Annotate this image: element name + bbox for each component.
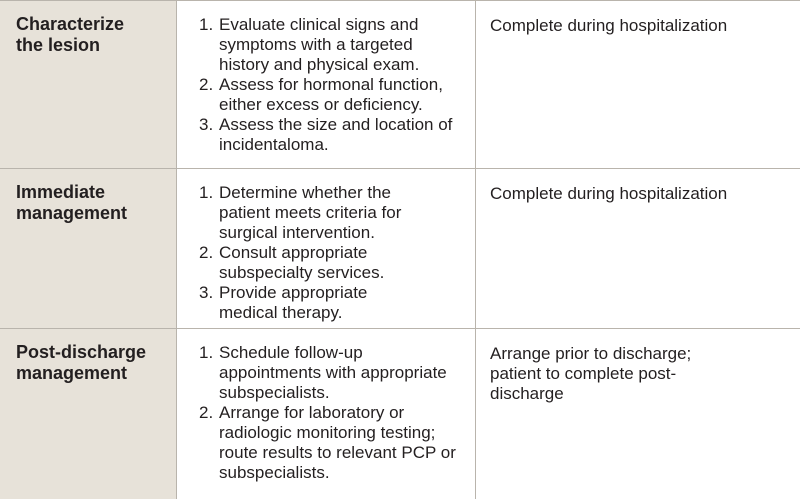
row-label-cell — [0, 329, 177, 499]
step-number: 2. — [199, 75, 214, 94]
step-number: 1. — [199, 343, 214, 362]
timing-cell — [476, 329, 800, 499]
list-item — [199, 283, 475, 323]
list-item — [199, 75, 475, 115]
row-label: Immediate management — [16, 182, 128, 223]
steps-list — [199, 343, 475, 483]
step-text: Determine whether the patient meets criteria for surgical intervention. — [219, 183, 402, 242]
steps-cell — [177, 1, 476, 168]
timing-cell — [476, 169, 800, 328]
steps-list — [199, 15, 475, 155]
steps-cell — [177, 169, 476, 328]
timing-text: Complete during hospitalization — [490, 184, 728, 203]
step-text: Evaluate clinical signs and symptoms with a targeted history and physical exam. — [219, 15, 420, 74]
row-label-cell — [0, 169, 177, 328]
steps-list — [199, 183, 475, 323]
list-item — [199, 183, 475, 243]
step-text: Assess for hormonal function, either excess or deficiency. — [219, 75, 443, 114]
list-item — [199, 115, 475, 155]
step-number: 3. — [199, 115, 214, 134]
table-row — [0, 1, 800, 169]
row-label: Post-discharge management — [16, 342, 147, 383]
timing-text: Complete during hospitalization — [490, 16, 728, 35]
list-item — [199, 343, 475, 403]
steps-cell — [177, 329, 476, 499]
table-row — [0, 329, 800, 499]
step-text: Assess the size and location of incidentaloma. — [219, 115, 453, 154]
step-number: 2. — [199, 403, 214, 422]
step-number: 1. — [199, 15, 214, 34]
table-row — [0, 169, 800, 329]
step-number: 3. — [199, 283, 214, 302]
step-text: Arrange for laboratory or radiologic monitoring testing; route results to relevant PCP or subspecialists. — [219, 403, 456, 482]
list-item — [199, 15, 475, 75]
timing-text: Arrange prior to discharge; patient to complete post-discharge — [490, 344, 692, 403]
step-number: 2. — [199, 243, 214, 262]
timing-cell — [476, 1, 800, 168]
step-text: Provide appropriate medical therapy. — [219, 283, 368, 322]
row-label-cell — [0, 1, 177, 168]
list-item — [199, 243, 475, 283]
step-text: Consult appropriate subspecialty services. — [219, 243, 385, 282]
row-label: Characterize the lesion — [16, 14, 125, 55]
list-item — [199, 403, 475, 483]
step-text: Schedule follow-up appointments with appropriate subspecialists. — [219, 343, 447, 402]
step-number: 1. — [199, 183, 214, 202]
